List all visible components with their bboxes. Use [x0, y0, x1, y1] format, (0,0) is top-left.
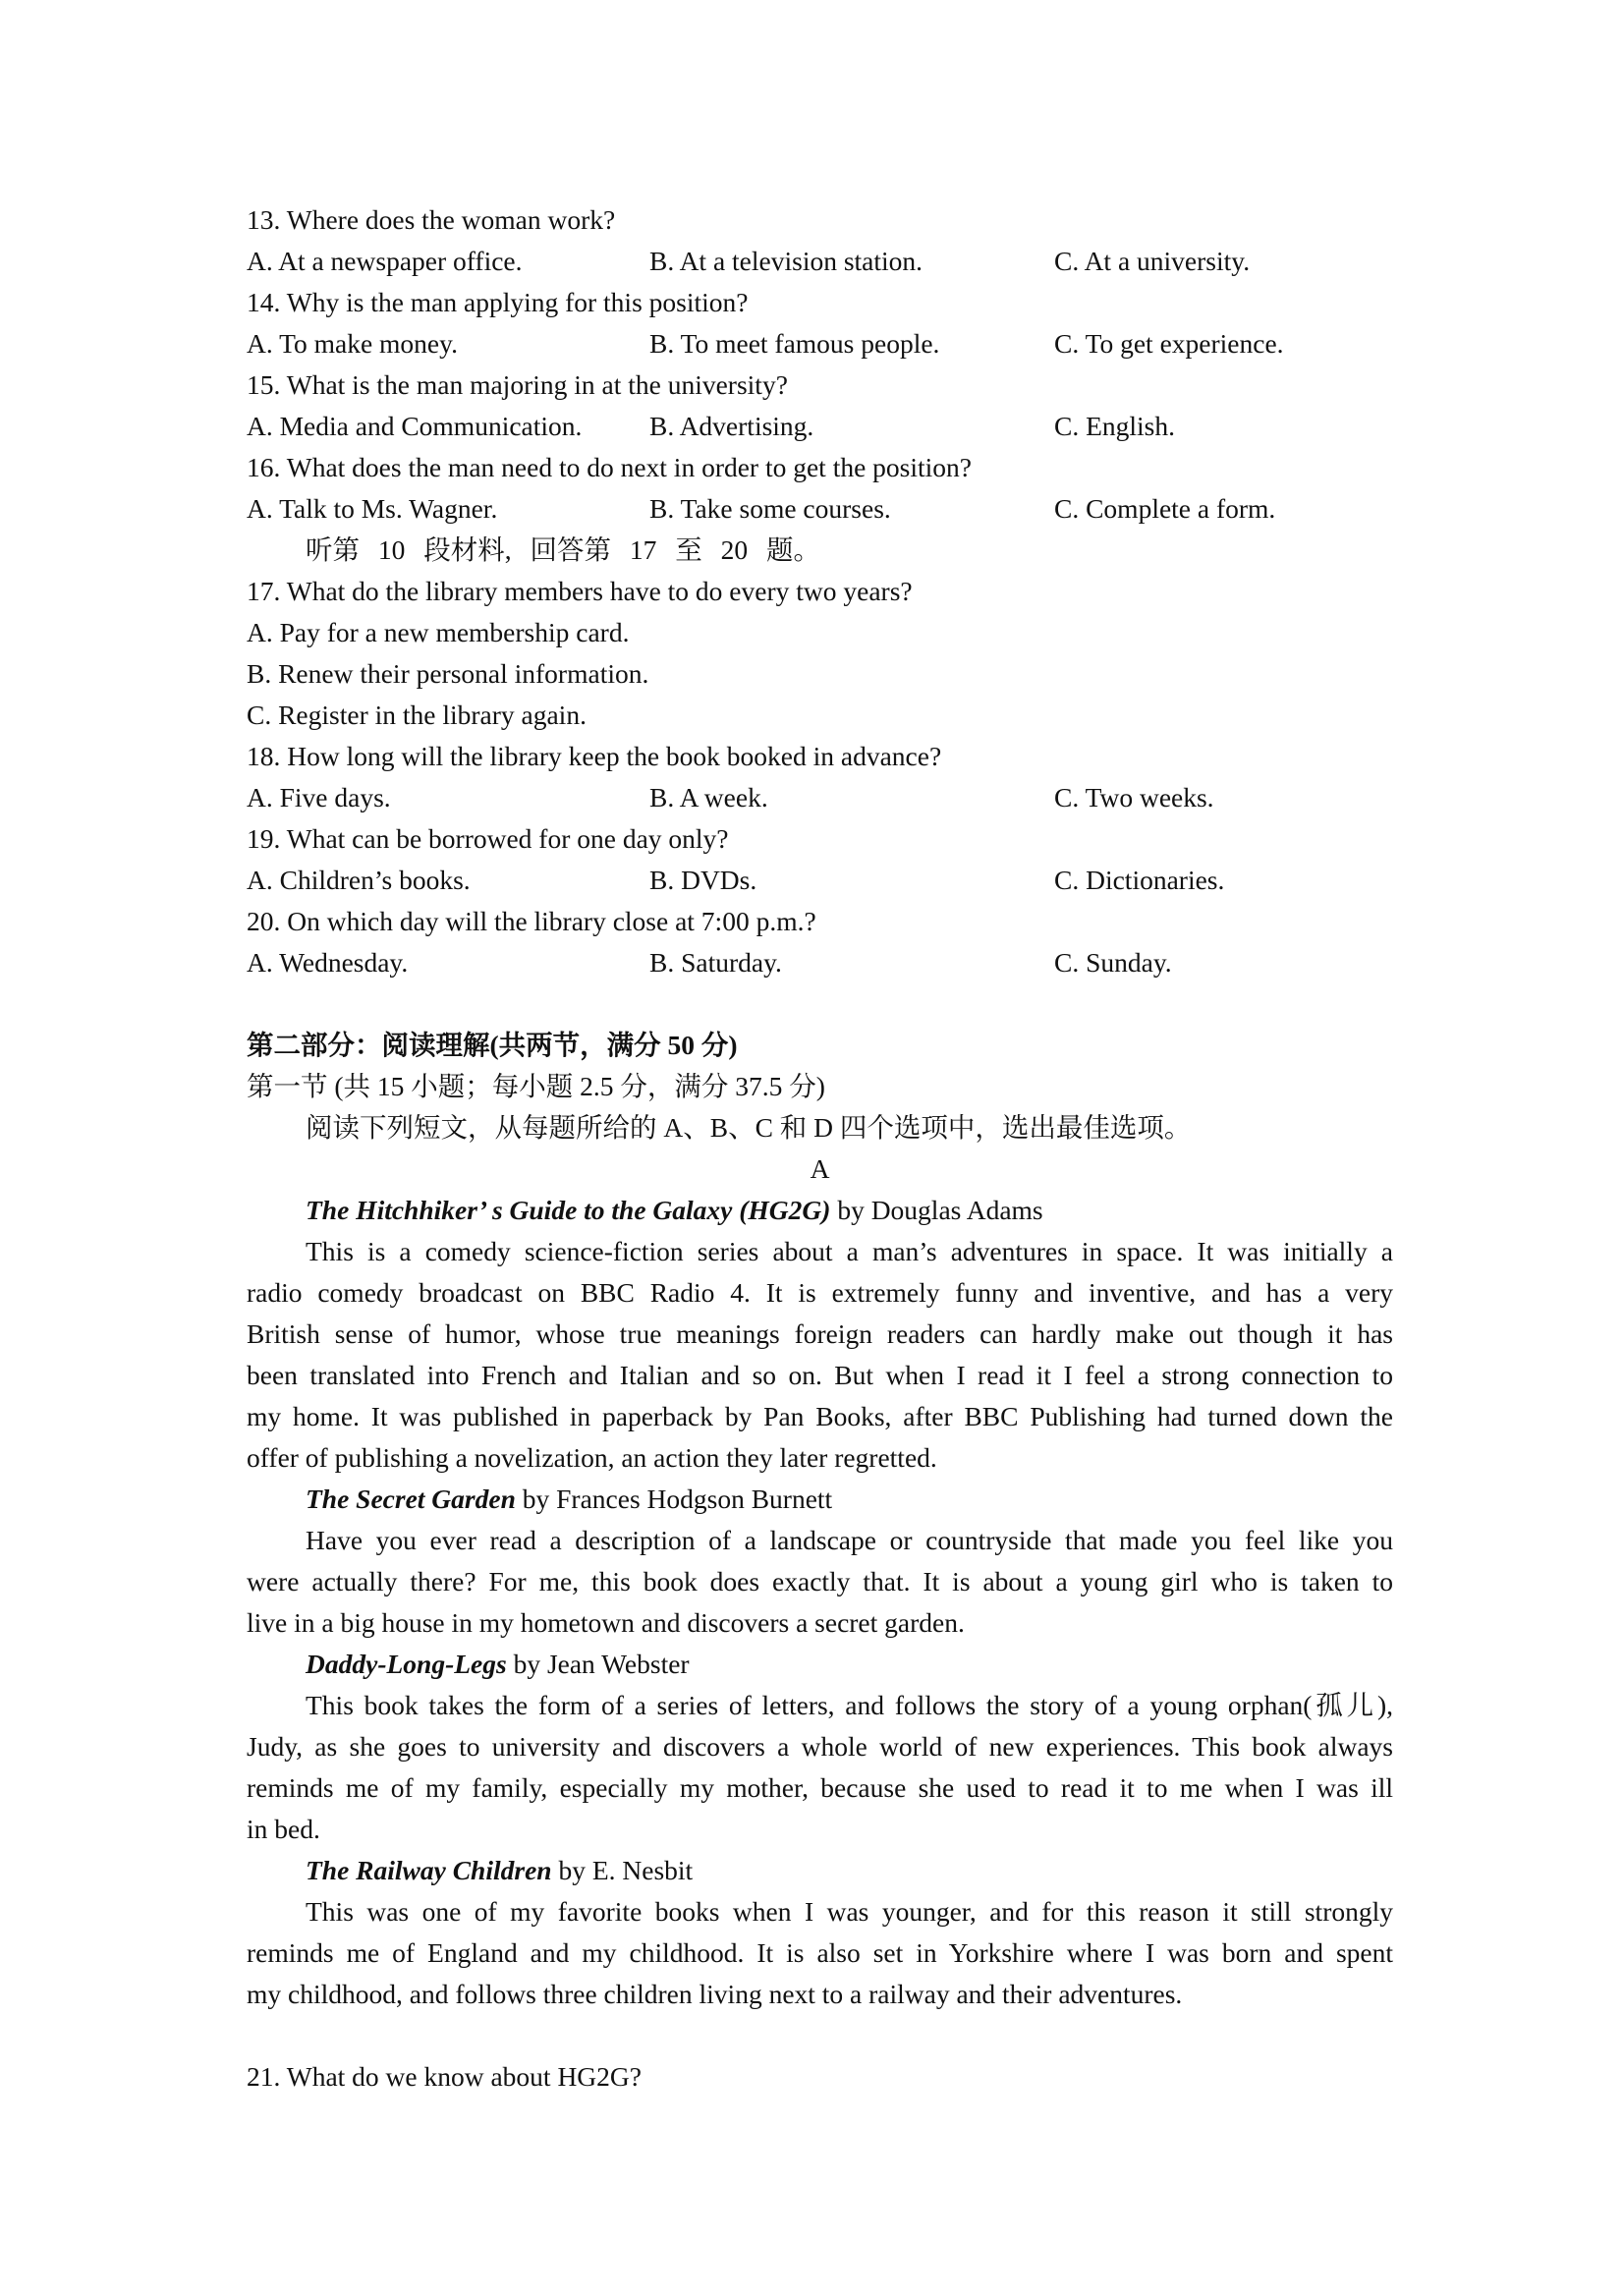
paragraph-line: my home. It was published in paperback by Pan Books, after BBC Publishing had turned down the	[247, 1401, 1393, 1431]
options-16	[247, 488, 1393, 530]
section-title: 第一节 (共 15 小题；每小题 2.5 分，满分 37.5 分)	[247, 1071, 825, 1101]
paragraph-line: This was one of my favorite books when I was younger, and for this reason it still strongly	[306, 1896, 1393, 1927]
question-17: 17. What do the library members have to do every two years?	[247, 576, 913, 606]
question-21: 21. What do we know about HG2G?	[247, 2061, 642, 2092]
options-19	[247, 860, 1393, 901]
part-title: 第二部分：阅读理解(共两节，满分 50 分)	[247, 1030, 738, 1060]
book-title: The Secret Garden	[306, 1484, 516, 1514]
book-title: The Hitchhiker’ s Guide to the Galaxy (HG2G)	[306, 1195, 831, 1225]
paragraph-line: my childhood, and follows three children living next to a railway and their adventures.	[247, 1979, 1183, 2009]
book-author: by Frances Hodgson Burnett	[515, 1484, 833, 1514]
book-author: by Jean Webster	[506, 1649, 690, 1679]
book-author: by Douglas Adams	[830, 1195, 1043, 1225]
question-14: 14. Why is the man applying for this position?	[247, 287, 749, 317]
paragraph-line: live in a big house in my hometown and discovers a secret garden.	[247, 1607, 965, 1638]
option-c: C. Dictionaries.	[1054, 865, 1225, 895]
option-c: C. Register in the library again.	[247, 700, 587, 730]
book-heading	[247, 1644, 1393, 1685]
question-19: 19. What can be borrowed for one day only?	[247, 823, 729, 854]
option-a: A. Wednesday.	[247, 947, 409, 978]
options-15	[247, 406, 1393, 447]
option-a: A. Media and Communication.	[247, 411, 583, 441]
book-heading	[247, 1190, 1393, 1231]
question-16: 16. What does the man need to do next in order to get the position?	[247, 452, 973, 482]
option-c: C. To get experience.	[1054, 328, 1284, 359]
paragraph-line: reminds me of my family, especially my mother, because she used to read it to me when I was ill	[247, 1772, 1393, 1803]
paragraph-line: Judy, as she goes to university and discovers a whole world of new experiences. This book always	[247, 1731, 1393, 1762]
paragraph-line: Have you ever read a description of a landscape or countryside that made you feel like you	[306, 1525, 1393, 1555]
book-heading	[247, 1479, 1393, 1520]
option-b: B. Advertising.	[649, 411, 814, 441]
paragraph-line: been translated into French and Italian and so on. But when I read it I feel a strong connection to	[247, 1360, 1393, 1390]
paragraph-line: radio comedy broadcast on BBC Radio 4. It is extremely funny and inventive, and has a very	[247, 1277, 1393, 1308]
options-14	[247, 323, 1393, 364]
paragraph-line: This is a comedy science-fiction series about a man’s adventures in space. It was initially a	[306, 1236, 1393, 1266]
option-a: A. Talk to Ms. Wagner.	[247, 493, 498, 524]
paragraph-line: This book takes the form of a series of letters, and follows the story of a young orphan(孤儿),	[306, 1690, 1393, 1720]
options-18	[247, 777, 1393, 818]
option-a: A. Five days.	[247, 782, 391, 812]
option-c: C. Complete a form.	[1054, 493, 1276, 524]
option-c: C. At a university.	[1054, 246, 1251, 276]
option-c: C. English.	[1054, 411, 1175, 441]
book-title: The Railway Children	[306, 1855, 552, 1885]
options-20	[247, 942, 1393, 983]
exam-page	[247, 199, 1393, 2098]
option-a: A. At a newspaper office.	[247, 246, 523, 276]
options-13	[247, 241, 1393, 282]
paragraph-line: offer of publishing a novelization, an action they later regretted.	[247, 1442, 937, 1473]
option-a: A. Pay for a new membership card.	[247, 617, 630, 647]
option-b: B. Saturday.	[649, 947, 782, 978]
section-gap	[247, 983, 1393, 1025]
listening-instruction: 听第 10 段材料, 回答第 17 至 20 题。	[306, 534, 820, 565]
book-author: by E. Nesbit	[551, 1855, 694, 1885]
option-a: A. Children’s books.	[247, 865, 471, 895]
option-b: B. At a television station.	[649, 246, 923, 276]
paragraph-line: were actually there? For me, this book does exactly that. It is about a young girl who is taken to	[247, 1566, 1393, 1596]
option-a: A. To make money.	[247, 328, 458, 359]
paragraph-line: in bed.	[247, 1814, 320, 1844]
book-title: Daddy-Long-Legs	[306, 1649, 507, 1679]
passage-label: A	[810, 1153, 830, 1184]
paragraph-line: British sense of humor, whose true meanings foreign readers can hardly make out though it has	[247, 1318, 1393, 1349]
option-b: B. To meet famous people.	[649, 328, 940, 359]
option-b: B. DVDs.	[649, 865, 757, 895]
option-b: B. Take some courses.	[649, 493, 891, 524]
question-15: 15. What is the man majoring in at the university?	[247, 369, 788, 400]
book-heading	[247, 1850, 1393, 1891]
question-13: 13. Where does the woman work?	[247, 204, 616, 235]
option-c: C. Two weeks.	[1054, 782, 1214, 812]
paragraph-line: reminds me of England and my childhood. It is also set in Yorkshire where I was born and spent	[247, 1937, 1393, 1968]
reading-instruction: 阅读下列短文，从每题所给的 A、B、C 和 D 四个选项中，选出最佳选项。	[306, 1112, 1192, 1143]
option-c: C. Sunday.	[1054, 947, 1172, 978]
option-b: B. Renew their personal information.	[247, 658, 649, 689]
option-b: B. A week.	[649, 782, 768, 812]
question-20: 20. On which day will the library close at 7:00 p.m.?	[247, 906, 816, 936]
question-18: 18. How long will the library keep the book booked in advance?	[247, 741, 942, 771]
section-gap	[247, 2015, 1393, 2056]
